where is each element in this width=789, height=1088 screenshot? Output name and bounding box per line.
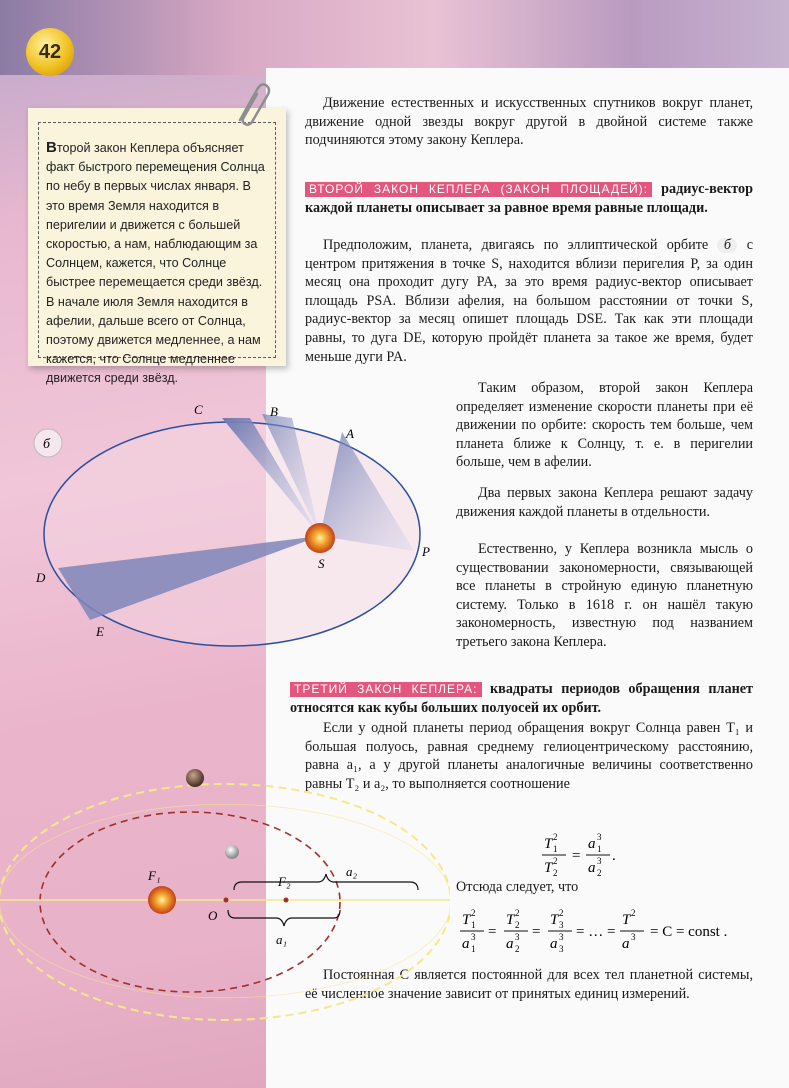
- figure-ref-b: б: [717, 238, 737, 253]
- svg-text:T: T: [550, 912, 559, 928]
- planet-inner-icon: [225, 845, 239, 859]
- svg-text:1: 1: [597, 844, 602, 854]
- sidebar-note-border: [38, 122, 276, 386]
- brace-a1: [228, 910, 340, 926]
- svg-text:1: 1: [553, 844, 558, 854]
- page-number: 42: [38, 40, 62, 63]
- point-b: B: [270, 404, 278, 419]
- svg-text:3: 3: [515, 932, 520, 942]
- second-law-block: [305, 180, 753, 217]
- third-law-block: [290, 680, 753, 717]
- svg-text:a: a: [622, 936, 630, 952]
- kepler-constant-formula: [458, 904, 758, 956]
- point-a: A: [346, 426, 354, 441]
- point-p: P: [422, 544, 430, 559]
- svg-text:3: 3: [559, 932, 564, 942]
- para2-text: Таким образом, второй закон Кеплера определяет изменение скорости планеты при её движении по орбите: скорость тем больше, чем планета ближе к Солнцу, т. е. в перигелии больше, чем в афелии.: [456, 380, 753, 471]
- label-a1: a₁: [276, 932, 288, 947]
- svg-text:3: 3: [559, 920, 564, 930]
- svg-text:2: 2: [471, 908, 476, 918]
- planet-outer-icon: [186, 769, 204, 787]
- svg-text:3: 3: [597, 832, 602, 842]
- paperclip-icon: [232, 80, 272, 126]
- kepler-ratio-formula: [540, 828, 650, 880]
- svg-text:3: 3: [559, 944, 564, 954]
- svg-text:T: T: [544, 860, 553, 876]
- figure-second-law: [24, 396, 444, 666]
- svg-text:2: 2: [515, 908, 520, 918]
- svg-text:T: T: [544, 836, 553, 852]
- svg-text:= … =: = … =: [576, 924, 616, 940]
- svg-text:2: 2: [597, 868, 602, 878]
- svg-text:T: T: [462, 912, 471, 928]
- inner-orbit: [40, 812, 340, 992]
- focus-f2-dot: [284, 898, 289, 903]
- sun-icon-2: [148, 886, 176, 914]
- const-text: = C = const .: [650, 924, 728, 940]
- svg-text:a: a: [588, 836, 596, 852]
- svg-text:.: .: [612, 848, 616, 864]
- svg-text:T: T: [506, 912, 515, 928]
- point-c: C: [194, 402, 203, 417]
- para1-rest: с центром притяжения в точке S, находится вблизи перигелия P, за один месяц она проходит дугу PA, за это время радиус-вектор описывает площадь PSA. Вблизи афелия, на большом расстоянии от точки S, радиус-вектор за месяц опишет площадь DSE. Так как эти площади равны, то дуга DE, которую пройдёт планета за такое же время, будет меньше дуги PA.: [305, 237, 754, 365]
- sidebar-note: [28, 108, 286, 386]
- para4-text: Естественно, у Кеплера возникла мысль о существовании закономерности, связывающей все планеты в стройную единую планетную систему. Только в 1618 г. он нашёл такую закономерность, известную под названием третьего закона Кеплера.: [456, 541, 753, 650]
- svg-text:=: =: [572, 848, 581, 864]
- sidebar-note-body: торой закон Кеплера объясняет факт быстрого перемещения Солнца по небу в первых числах января. В это время Земля находится в перигелии и движется с большей скоростью, а нам, наблюдающим за Солнцем, кажется, что Солнце быстрее перемещается среди звёзд. В начале июля Земля находится в афелии, дальше всего от Солнца, поэтому движется медленнее, а нам кажется, что Солнце медленнее движется среди звёзд.: [46, 141, 265, 386]
- second-law-para3: [456, 484, 753, 521]
- follows-label: Отсюда следует, что: [456, 879, 579, 895]
- svg-text:a: a: [588, 860, 596, 876]
- svg-text:2: 2: [515, 920, 520, 930]
- point-d: D: [36, 570, 46, 585]
- svg-text:3: 3: [631, 932, 636, 942]
- follows-text: [456, 878, 656, 897]
- center-o-dot: [224, 898, 229, 903]
- second-law-para4: [456, 540, 753, 652]
- svg-text:=: =: [488, 924, 497, 940]
- figure-label-b: б: [43, 437, 51, 452]
- svg-text:3: 3: [471, 932, 476, 942]
- final-text: Постоянная C является постоянной для всех тел планетной системы, её численное значение зависит от принятых единиц измерений.: [305, 967, 753, 1002]
- label-o: O: [208, 908, 218, 923]
- svg-text:2: 2: [631, 908, 636, 918]
- label-a2: a₂: [346, 864, 358, 879]
- label-f1: F₁: [148, 868, 161, 883]
- second-law-para1: [305, 236, 753, 366]
- svg-text:1: 1: [471, 920, 476, 930]
- drop-letter: В: [46, 139, 57, 156]
- figure-third-law: [0, 760, 450, 1080]
- third-para1-text: Если у одной планеты период обращения вокруг Солнца равен T₁ и большая полуось, равная среднему гелиоцентрическому расстоянию, равна a₁, а у другой планеты аналогичные величины соответственно равны T₂ и a₂, то выполняется соотношение: [305, 720, 753, 792]
- second-law-para2: [456, 379, 753, 472]
- svg-text:3: 3: [597, 856, 602, 866]
- svg-text:2: 2: [553, 832, 558, 842]
- svg-text:T: T: [622, 912, 631, 928]
- svg-text:1: 1: [471, 944, 476, 954]
- third-law-statement: квадраты периодов обращения планет относятся как кубы больших полуосей их орбит.: [290, 681, 754, 716]
- sun-icon: [305, 523, 335, 553]
- svg-text:2: 2: [553, 856, 558, 866]
- para3-text: Два первых закона Кеплера решают задачу движения каждой планеты в отдельности.: [456, 485, 753, 520]
- svg-text:a: a: [506, 936, 514, 952]
- svg-text:a: a: [462, 936, 470, 952]
- second-law-statement: радиус-вектор каждой планеты описывает за равное время равные площади.: [305, 181, 754, 216]
- intro-paragraph: [305, 94, 753, 150]
- svg-text:2: 2: [515, 944, 520, 954]
- sidebar-note-text: [46, 138, 272, 389]
- brace-a2: [234, 874, 418, 890]
- para1-start: Предположим, планета, двигаясь по эллиптической орбите: [323, 237, 709, 253]
- svg-text:2: 2: [553, 868, 558, 878]
- point-s: S: [318, 556, 325, 571]
- point-e: E: [96, 624, 104, 639]
- svg-text:2: 2: [559, 908, 564, 918]
- page-number-badge: [26, 28, 74, 76]
- intro-text: Движение естественных и искусственных спутников вокруг планет, движение одной звезды вокруг другой в двойной системе также подчиняются этому закону Кеплера.: [305, 95, 753, 149]
- label-f2: F₂: [278, 874, 291, 889]
- cosmic-header-band: [0, 0, 789, 75]
- svg-text:a: a: [550, 936, 558, 952]
- svg-text:=: =: [532, 924, 541, 940]
- second-law-label: ВТОРОЙ ЗАКОН КЕПЛЕРА (ЗАКОН ПЛОЩАДЕЙ):: [305, 182, 652, 197]
- third-law-label: ТРЕТИЙ ЗАКОН КЕПЛЕРА:: [290, 682, 482, 697]
